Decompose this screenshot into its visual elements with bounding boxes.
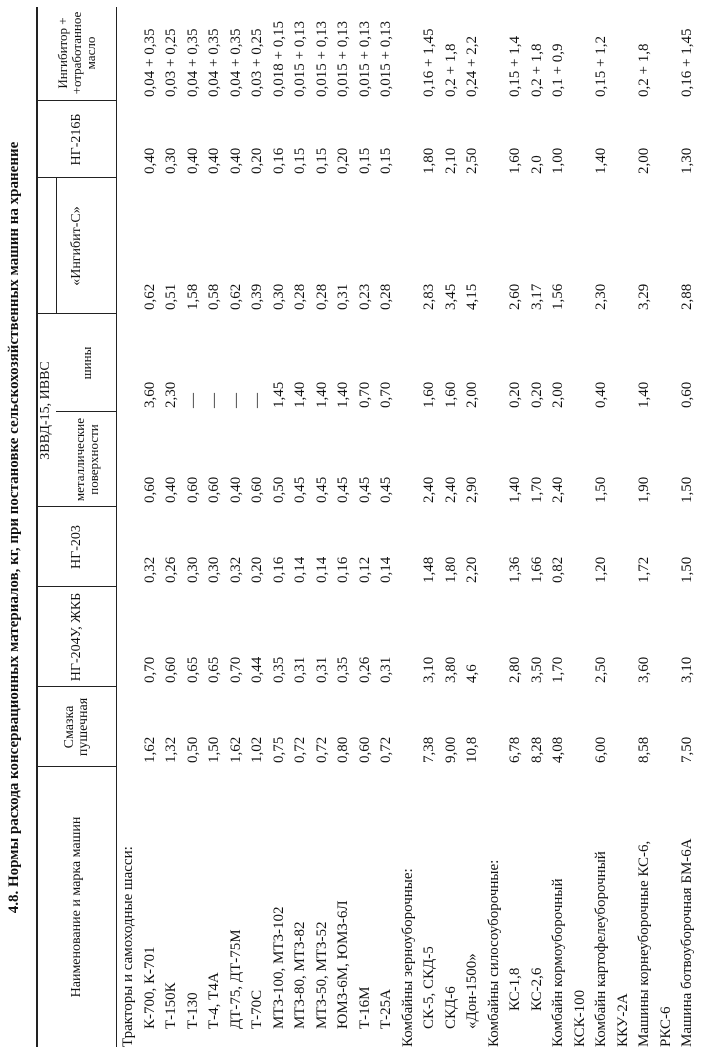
row-name: СКД-6 xyxy=(442,986,459,1029)
cell-value: 3,60 xyxy=(141,381,158,408)
col-sep-5 xyxy=(56,411,116,412)
cell-value: 1,56 xyxy=(550,283,566,310)
cell-value: 0,45 xyxy=(378,476,394,503)
cell-value: 0,14 xyxy=(378,556,394,583)
cell-value: 1,40 xyxy=(593,147,609,174)
cell-value: 3,10 xyxy=(679,656,695,683)
cell-value: 10,8 xyxy=(464,736,480,763)
cell-value: 6,78 xyxy=(507,736,523,763)
cell-value: 1,58 xyxy=(184,283,201,310)
cell-value: 0,16 xyxy=(270,556,287,583)
table-title: 4.8. Нормы расхода консервационных материалов, кг, при постановке сельскохозяйственных машин на хранение xyxy=(6,141,22,914)
cell-value: 2,80 xyxy=(507,656,523,683)
row-name: Т-16М xyxy=(356,986,373,1029)
header-bottom-rule xyxy=(116,7,117,1047)
row-name: СК-5, СКД-5 xyxy=(421,946,437,1029)
cell-value: 2,10 xyxy=(442,147,459,174)
row-name: Комбайны зерноуборочные: xyxy=(399,868,416,1047)
cell-value: 0,45 xyxy=(313,476,330,503)
cell-value: 1,80 xyxy=(442,556,459,583)
header-ng203: НГ-203 xyxy=(68,525,84,569)
row-name: «Дон-1500» xyxy=(464,953,480,1029)
cell-value: 0,62 xyxy=(227,283,244,310)
cell-value: 1,80 xyxy=(421,147,437,174)
row-name: Т-130 xyxy=(184,992,201,1029)
cell-value: 0,60 xyxy=(141,476,158,503)
cell-value: 0,58 xyxy=(206,283,222,310)
cell-value: 1,62 xyxy=(227,736,244,763)
cell-value: 0,80 xyxy=(335,736,351,763)
cell-value: 0,15 xyxy=(313,147,330,174)
cell-value: 0,40 xyxy=(227,147,244,174)
cell-value: 0,14 xyxy=(313,556,330,583)
row-name: Комбайн кормоуборочный xyxy=(550,878,566,1047)
cell-value: 0,26 xyxy=(163,556,179,583)
cell-value: 1,40 xyxy=(335,381,351,408)
cell-value: 0,60 xyxy=(163,656,179,683)
cell-value: 0,65 xyxy=(184,656,201,683)
row-name: МТЗ-100, МТЗ-102 xyxy=(270,906,287,1029)
row-name: Т-4, Т4А xyxy=(206,972,222,1029)
cell-value: 0,51 xyxy=(163,283,179,310)
row-name: Т-70С xyxy=(249,989,265,1029)
row-name: Комбайны силосоуборочные: xyxy=(485,859,502,1047)
header-inhibitor: Ингибитор + +отработанное масло xyxy=(54,11,98,95)
cell-value: 9,00 xyxy=(442,736,459,763)
cell-value: 2,30 xyxy=(163,381,179,408)
cell-value: 1,40 xyxy=(313,381,330,408)
cell-value: 0,26 xyxy=(356,656,373,683)
cell-value: 0,44 xyxy=(249,656,265,683)
header-ng204: НГ-204У, ЖКБ xyxy=(68,592,84,682)
cell-value: 4,08 xyxy=(550,736,566,763)
cell-value: 0,1 + 0,9 xyxy=(550,43,566,97)
col-sep-2 xyxy=(36,686,116,687)
cell-value: 0,015 + 0,13 xyxy=(356,21,373,97)
cell-value: 1,36 xyxy=(507,556,523,583)
cell-value: — xyxy=(249,393,265,408)
row-name: ДТ-75, ДТ-75М xyxy=(227,929,244,1029)
cell-value: 3,10 xyxy=(421,656,437,683)
cell-value: 0,50 xyxy=(184,736,201,763)
cell-value: 0,40 xyxy=(163,476,179,503)
cell-value: 0,32 xyxy=(227,556,244,583)
cell-value: 0,72 xyxy=(292,736,308,763)
row-name: Т-150К xyxy=(163,982,179,1029)
row-name: КСК-100 xyxy=(571,989,588,1047)
cell-value: 2,20 xyxy=(464,556,480,583)
cell-value: 7,38 xyxy=(421,736,437,763)
cell-value: 1,70 xyxy=(528,476,545,503)
cell-value: 1,90 xyxy=(636,476,652,503)
cell-value: 0,70 xyxy=(141,656,158,683)
cell-value: 0,16 + 1,45 xyxy=(679,28,695,97)
cell-value: 0,65 xyxy=(206,656,222,683)
cell-value: 1,40 xyxy=(507,476,523,503)
cell-value: 2,40 xyxy=(442,476,459,503)
cell-value: 2,40 xyxy=(550,476,566,503)
cell-value: 6,00 xyxy=(593,736,609,763)
cell-value: 0,04 + 0,35 xyxy=(141,28,158,97)
cell-value: 0,28 xyxy=(292,283,308,310)
cell-value: 2,0 xyxy=(528,155,545,174)
cell-value: 0,70 xyxy=(356,381,373,408)
cell-value: 0,62 xyxy=(141,283,158,310)
cell-value: 0,04 + 0,35 xyxy=(184,28,201,97)
row-name: МТЗ-50, МТЗ-52 xyxy=(313,921,330,1029)
cell-value: 4,6 xyxy=(464,664,480,683)
cell-value: 0,35 xyxy=(335,656,351,683)
cell-value: 0,015 + 0,13 xyxy=(335,21,351,97)
cell-value: 0,30 xyxy=(184,556,201,583)
cell-value: 7,50 xyxy=(679,736,695,763)
cell-value: 0,31 xyxy=(378,656,394,683)
cell-value: 1,40 xyxy=(292,381,308,408)
cell-value: 1,30 xyxy=(679,147,695,174)
cell-value: 2,50 xyxy=(464,147,480,174)
cell-value: 1,40 xyxy=(636,381,652,408)
row-name: К-700, К-701 xyxy=(141,946,158,1029)
cell-value: 0,2 + 1,8 xyxy=(636,43,652,97)
cell-value: 8,28 xyxy=(528,736,545,763)
cell-value: 0,14 xyxy=(292,556,308,583)
cell-value: 3,29 xyxy=(636,283,652,310)
header-metal: металлические поверхности xyxy=(71,417,101,502)
cell-value: 0,70 xyxy=(378,381,394,408)
cell-value: 4,15 xyxy=(464,283,480,310)
cell-value: 0,30 xyxy=(206,556,222,583)
row-name: ККУ-2А xyxy=(614,993,631,1047)
cell-value: 1,45 xyxy=(270,381,287,408)
col-sep-8 xyxy=(36,100,116,101)
cell-value: 0,28 xyxy=(378,283,394,310)
cell-value: 1,62 xyxy=(141,736,158,763)
cell-value: 1,60 xyxy=(421,381,437,408)
row-name: ЮМЗ-6М, ЮМЗ-6Л xyxy=(335,900,351,1029)
row-name: Т-25А xyxy=(378,989,394,1029)
cell-value: 0,015 + 0,13 xyxy=(313,21,330,97)
cell-value: 0,23 xyxy=(356,283,373,310)
cell-value: 0,60 xyxy=(249,476,265,503)
cell-value: 1,50 xyxy=(593,476,609,503)
cell-value: 1,60 xyxy=(507,147,523,174)
cell-value: 2,40 xyxy=(421,476,437,503)
cell-value: 0,16 + 1,45 xyxy=(421,28,437,97)
cell-value: 2,60 xyxy=(507,283,523,310)
cell-value: 0,82 xyxy=(550,556,566,583)
cell-value: 0,31 xyxy=(335,283,351,310)
cell-value: 2,50 xyxy=(593,656,609,683)
cell-value: 0,2 + 1,8 xyxy=(528,43,545,97)
header-ingibit: «Ингибит-С» xyxy=(68,206,84,286)
cell-value: 0,72 xyxy=(313,736,330,763)
cell-value: 0,50 xyxy=(270,476,287,503)
cell-value: 1,60 xyxy=(442,381,459,408)
cell-value: 0,2 + 1,8 xyxy=(442,43,459,97)
cell-value: 1,50 xyxy=(206,736,222,763)
header-smazka: Смазка пушечная xyxy=(61,697,91,757)
cell-value: 0,20 xyxy=(249,147,265,174)
col-sep-7 xyxy=(36,177,116,178)
cell-value: 1,72 xyxy=(636,556,652,583)
cell-value: 0,24 + 2,2 xyxy=(464,36,480,97)
header-zvvd: ЗВВД-15, ИВВС xyxy=(38,361,53,460)
cell-value: 0,15 + 1,2 xyxy=(593,36,609,97)
cell-value: 0,75 xyxy=(270,736,287,763)
cell-value: 2,90 xyxy=(464,476,480,503)
cell-value: 1,48 xyxy=(421,556,437,583)
cell-value: 0,018 + 0,15 xyxy=(270,21,287,97)
row-name: КС-2,6 xyxy=(528,967,545,1011)
cell-value: 3,45 xyxy=(442,283,459,310)
cell-value: 0,35 xyxy=(270,656,287,683)
col-sep-3 xyxy=(36,586,116,587)
cell-value: 0,30 xyxy=(163,147,179,174)
cell-value: 0,15 xyxy=(378,147,394,174)
cell-value: 0,04 + 0,35 xyxy=(206,28,222,97)
row-name: Машины корнеуборочные КС-6, xyxy=(636,840,652,1047)
cell-value: 0,15 xyxy=(292,147,308,174)
cell-value: 0,15 xyxy=(356,147,373,174)
cell-value: 0,70 xyxy=(227,656,244,683)
cell-value: 0,40 xyxy=(141,147,158,174)
cell-value: 0,04 + 0,35 xyxy=(227,28,244,97)
cell-value: — xyxy=(184,393,201,408)
cell-value: 0,45 xyxy=(356,476,373,503)
cell-value: 0,40 xyxy=(184,147,201,174)
row-name: Комбайн картофелеуборочный xyxy=(593,851,609,1047)
row-name: МТЗ-80, МТЗ-82 xyxy=(292,921,308,1029)
cell-value: 1,50 xyxy=(679,556,695,583)
header-tires: шины xyxy=(78,346,94,380)
cell-value: 0,20 xyxy=(249,556,265,583)
cell-value: 2,30 xyxy=(593,283,609,310)
row-name: Тракторы и самоходные шасси: xyxy=(120,846,136,1047)
cell-value: 0,40 xyxy=(206,147,222,174)
cell-value: 0,31 xyxy=(292,656,308,683)
cell-value: 0,15 + 1,4 xyxy=(507,36,523,97)
cell-value: 3,80 xyxy=(442,656,459,683)
cell-value: 0,03 + 0,25 xyxy=(249,28,265,97)
cell-value: 0,30 xyxy=(270,283,287,310)
col-sep-4 xyxy=(36,506,116,507)
cell-value: 1,00 xyxy=(550,147,566,174)
cell-value: 2,88 xyxy=(679,283,695,310)
cell-value: 0,39 xyxy=(249,283,265,310)
cell-value: 0,12 xyxy=(356,556,373,583)
cell-value: 0,16 xyxy=(270,147,287,174)
cell-value: 0,015 + 0,13 xyxy=(292,21,308,97)
cell-value: 1,20 xyxy=(593,556,609,583)
cell-value: 1,66 xyxy=(528,556,545,583)
cell-value: 2,83 xyxy=(421,283,437,310)
cell-value: 3,17 xyxy=(528,283,545,310)
cell-value: 0,20 xyxy=(507,381,523,408)
cell-value: 1,70 xyxy=(550,656,566,683)
cell-value: 0,03 + 0,25 xyxy=(163,28,179,97)
cell-value: 8,58 xyxy=(636,736,652,763)
header-name: Наименование и марка машин xyxy=(68,816,84,998)
cell-value: 0,20 xyxy=(528,381,545,408)
cell-value: 0,40 xyxy=(227,476,244,503)
cell-value: 0,40 xyxy=(593,381,609,408)
cell-value: 1,32 xyxy=(163,736,179,763)
header-ng216: НГ-216Б xyxy=(68,113,84,166)
cell-value: 0,72 xyxy=(378,736,394,763)
cell-value: 0,45 xyxy=(292,476,308,503)
cell-value: 1,02 xyxy=(249,736,265,763)
cell-value: 2,00 xyxy=(464,381,480,408)
cell-value: 2,00 xyxy=(550,381,566,408)
cell-value: 0,20 xyxy=(335,147,351,174)
cell-value: — xyxy=(227,393,244,408)
cell-value: 0,16 xyxy=(335,556,351,583)
cell-value: 3,50 xyxy=(528,656,545,683)
cell-value: 0,60 xyxy=(356,736,373,763)
cell-value: 0,60 xyxy=(679,381,695,408)
row-name: КС-1,8 xyxy=(507,967,523,1011)
cell-value: 3,60 xyxy=(636,656,652,683)
cell-value: 0,32 xyxy=(141,556,158,583)
cell-value: 0,015 + 0,13 xyxy=(378,21,394,97)
cell-value: 0,60 xyxy=(206,476,222,503)
col-sep-6 xyxy=(36,313,116,314)
row-name: РКС-6 xyxy=(657,1006,674,1047)
row-name: Машина ботвоуборочная БМ-6А xyxy=(679,838,695,1047)
cell-value: 0,31 xyxy=(313,656,330,683)
cell-value: — xyxy=(206,393,222,408)
cell-value: 0,28 xyxy=(313,283,330,310)
cell-value: 0,60 xyxy=(184,476,201,503)
cell-value: 0,45 xyxy=(335,476,351,503)
cell-value: 1,50 xyxy=(679,476,695,503)
cell-value: 2,00 xyxy=(636,147,652,174)
